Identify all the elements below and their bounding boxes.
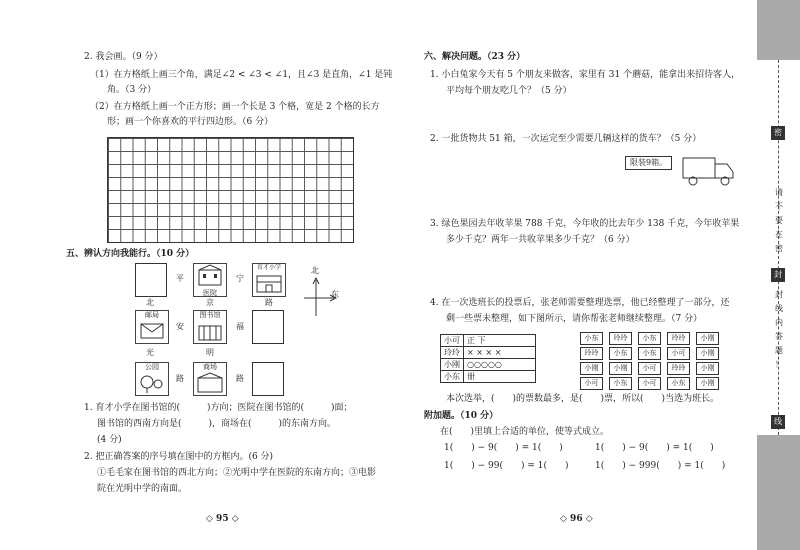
- q2-1-text-cont: 角。（3 分）: [107, 85, 157, 95]
- ballot: 小刚: [696, 377, 719, 390]
- mall-building: [193, 362, 227, 396]
- section-6-title: 六、解决问题。（23 分）: [424, 52, 526, 62]
- ballot: 小刚: [696, 362, 719, 375]
- compass-east: 东: [331, 290, 339, 299]
- road-lu3: 路: [236, 374, 244, 383]
- equation-2a: 1( ) − 99( ) = 1( ): [444, 461, 569, 471]
- library-icon: [195, 320, 225, 342]
- hospital-icon: [195, 264, 225, 286]
- q2-title: 2. 我会画。（9 分）: [84, 52, 163, 62]
- ballot: 小可: [638, 362, 661, 375]
- ballot: 小刚: [696, 347, 719, 360]
- seal-mark-3: 线: [771, 415, 785, 429]
- problem-4: 4. 在一次选班长的投票后，张老师需要整理选票，他已经整理了一部分，还: [430, 298, 730, 308]
- road-lu1: 路: [265, 298, 273, 307]
- seal-char: 线: [775, 304, 783, 313]
- tally-mark: 卌: [464, 371, 536, 383]
- post-office-icon: [137, 320, 167, 342]
- park-building: [135, 362, 169, 396]
- road-ning: 宁: [236, 274, 244, 283]
- tally-name: 小刚: [441, 359, 464, 371]
- answer-box-e[interactable]: [252, 310, 284, 344]
- ballot: 玲玲: [667, 362, 690, 375]
- seal-mark-1: 密: [771, 126, 785, 140]
- dir-q2: 2. 把正确答案的序号填在图中的方框内。(6 分): [84, 452, 274, 462]
- ballot: 小东: [609, 377, 632, 390]
- seal-char: 在: [775, 230, 783, 239]
- road-lu2: 路: [176, 374, 184, 383]
- ballot: 小可: [667, 347, 690, 360]
- ballot: 小刚: [609, 362, 632, 375]
- page-number-right: ◇ 96 ◇: [560, 514, 593, 524]
- seal-mark-2: 封: [771, 268, 785, 282]
- tally-name: 小东: [441, 371, 464, 383]
- tally-name: 玲玲: [441, 347, 464, 359]
- ballot: 玲玲: [609, 332, 632, 345]
- ballot: 小刚: [580, 362, 603, 375]
- park-label: 公园: [145, 363, 159, 371]
- equation-2b: 1( ) − 999( ) = 1( ): [595, 461, 726, 471]
- school-label: 育才小学: [256, 264, 281, 271]
- seal-char: ！: [775, 360, 783, 369]
- road-ping: 平: [176, 274, 184, 283]
- post-label: 邮局: [145, 311, 159, 319]
- tally-table: [440, 334, 536, 383]
- q2-1-text: （1）在方格纸上画三个角，满足∠2 < ∠3 < ∠1，且∠3 是直角，∠1 是钝: [90, 70, 393, 80]
- tally-mark: × × × ×: [464, 347, 536, 359]
- dir-q1: 1. 育才小学在图书馆的( )方向；医院在图书馆的( )面；: [84, 403, 353, 413]
- seal-char: 要: [775, 216, 783, 225]
- dir-q2-cont2: 院在光明中学的南面。: [97, 484, 188, 494]
- hospital-building: [193, 263, 227, 297]
- ballot: 玲玲: [580, 347, 603, 360]
- seal-char: 密: [775, 244, 783, 253]
- tally-row: [441, 335, 536, 347]
- road-guang: 光: [146, 348, 154, 357]
- truck-label: 限装9箱。: [625, 156, 672, 170]
- road-fu: 福: [236, 322, 244, 331]
- seal-char: 内: [775, 318, 783, 327]
- mall-label: 商场: [203, 363, 217, 371]
- tally-mark: ○○○○○: [464, 359, 536, 371]
- road-bei: 北: [146, 298, 154, 307]
- bonus-title: 附加题。（10 分）: [424, 411, 499, 421]
- library-label: 图书馆: [199, 311, 221, 319]
- binding-top-block: [757, 0, 800, 60]
- equation-1a: 1( ) − 9( ) = 1( ): [444, 443, 563, 453]
- tally-row: [441, 359, 536, 371]
- ballot: 小可: [580, 377, 603, 390]
- compass-north: 北: [311, 266, 319, 275]
- dir-q2-cont: ①毛毛家在图书馆的西北方向；②光明中学在医院的东南方向；③电影: [97, 468, 377, 478]
- answer-box-se[interactable]: [252, 362, 284, 396]
- road-ming: 明: [206, 348, 214, 357]
- section-5-title: 五、辨认方向我能行。（10 分）: [66, 249, 195, 259]
- dir-q1-cont: 图书馆的西南方向是( )，商场在( )的东南方向。: [97, 419, 337, 429]
- school-icon: [254, 272, 284, 294]
- ballot: 小东: [667, 377, 690, 390]
- problem-4-cont: 剩一些票未整理，如下图所示，请你帮张老师继续整理。（7 分）: [446, 314, 703, 324]
- bonus-question: 在( )里填上合适的单位，使等式成立。: [440, 427, 610, 437]
- ballot: 小东: [638, 347, 661, 360]
- tally-mark: 正 下: [464, 335, 536, 347]
- problem-2: 2. 一批货物共 51 箱，一次运完至少需要几辆这样的货车？（5 分）: [430, 134, 702, 144]
- ballot: 小可: [638, 377, 661, 390]
- answer-box-nw[interactable]: [135, 263, 167, 297]
- drawing-grid[interactable]: [107, 137, 354, 243]
- dir-q1-score: (4 分): [97, 435, 122, 445]
- hospital-label: 医院: [203, 288, 217, 297]
- tally-row: [441, 347, 536, 359]
- ballot: 小东: [580, 332, 603, 345]
- tally-row: [441, 371, 536, 383]
- q2-2-text: （2）在方格纸上画一个正方形；画一个长是 3 个格，宽是 2 个格的长方: [90, 102, 380, 112]
- ballot: 小东: [609, 347, 632, 360]
- seal-char: 题: [775, 346, 783, 355]
- seal-char: 答: [775, 332, 783, 341]
- binding-bottom-block: [757, 435, 800, 550]
- problem-3: 3. 绿色果园去年收苹果 788 千克，今年收的比去年少 138 千克，今年收苹果: [430, 219, 740, 229]
- road-an: 安: [176, 322, 184, 331]
- truck-icon: [681, 152, 737, 188]
- seal-char: 请: [775, 188, 783, 197]
- ballot: 小东: [638, 332, 661, 345]
- park-icon: [137, 372, 167, 394]
- mall-icon: [195, 372, 225, 394]
- school-building: [252, 263, 286, 297]
- equation-1b: 1( ) − 9( ) = 1( ): [595, 443, 714, 453]
- seal-char: 封: [775, 290, 783, 299]
- library-building: [193, 310, 227, 344]
- problem-3-cont: 多少千克？两年一共收苹果多少千克？（6 分）: [446, 235, 635, 245]
- tally-name: 小可: [441, 335, 464, 347]
- q2-2-text-cont: 形；画一个你喜欢的平行四边形。（6 分）: [107, 117, 274, 127]
- post-office-building: [135, 310, 169, 344]
- vote-answer: 本次选举，( )的票数最多，是( )票，所以( )当选为班长。: [446, 394, 720, 404]
- problem-1: 1. 小白兔家今天有 5 个朋友来做客，家里有 31 个蘑菇，能拿出来招待客人，: [430, 70, 741, 80]
- road-jing: 京: [206, 298, 214, 307]
- ballot: 玲玲: [667, 332, 690, 345]
- page-number-left: ◇ 95 ◇: [206, 514, 239, 524]
- binding-strip: [757, 0, 800, 550]
- problem-1-cont: 平均每个朋友吃几个？（5 分）: [446, 86, 572, 96]
- ballot: 小刚: [696, 332, 719, 345]
- seal-char: 不: [775, 202, 783, 211]
